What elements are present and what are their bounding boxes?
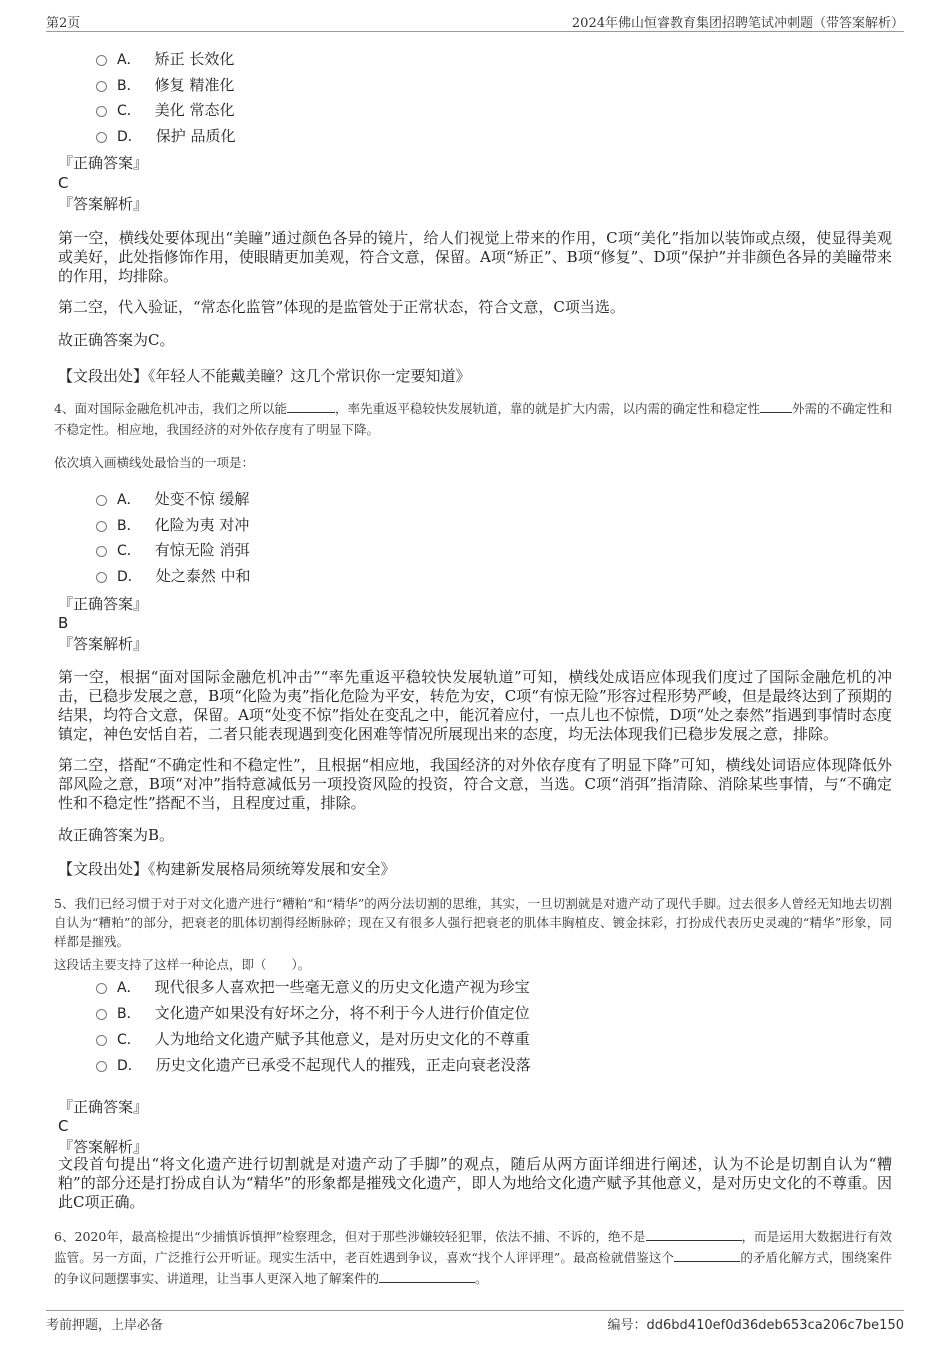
q5-option-b[interactable]: B． 文化遗产如果没有好坏之分，将不利于今人进行价值定位: [96, 1003, 530, 1024]
q5-answer: C: [58, 1117, 69, 1135]
q4-option-d[interactable]: D． 处之泰然 中和: [96, 566, 251, 587]
q4-prompt: 依次填入画横线处最恰当的一项是：: [54, 455, 255, 470]
radio-icon[interactable]: [96, 546, 107, 557]
radio-icon[interactable]: [96, 983, 107, 994]
radio-icon[interactable]: [96, 1035, 107, 1046]
q3-option-d[interactable]: D． 保护 品质化: [96, 126, 236, 147]
footer-divider: [46, 1310, 904, 1311]
blank-line: [379, 1270, 475, 1283]
q3-option-a[interactable]: A． 矫正 长效化: [96, 49, 234, 70]
radio-icon[interactable]: [96, 521, 107, 532]
blank-line: [674, 1249, 740, 1262]
document-title: 2024年佛山恒睿教育集团招聘笔试冲刺题（带答案解析）: [571, 16, 904, 31]
radio-icon[interactable]: [96, 572, 107, 583]
radio-icon[interactable]: [96, 495, 107, 506]
q6-stem: 6、2020年，最高检提出“少捕慎诉慎押”检察理念，但对于那些涉嫌较轻犯罪，依法不捕、不诉的，绝不是 ，而是运用大数据进行有效监管。另一方面，广泛推行公开听证。现实生活中，老百姓遇到争议，喜欢“找个人评评理”。最高检就借鉴这个 的矛盾化解方式，围绕案件的争议问题摆事实、讲道理，让当事人更深入地了解案件的 。: [54, 1229, 892, 1286]
radio-icon[interactable]: [96, 55, 107, 66]
blank-line: [287, 400, 335, 413]
q5-option-d[interactable]: D． 历史文化遗产已承受不起现代人的摧残，正走向衰老没落: [96, 1055, 531, 1076]
q4-analysis-p3: 故正确答案为B。: [58, 826, 175, 844]
q5-answer-label: 『正确答案』: [58, 1098, 149, 1116]
q4-source: 【文段出处】《构建新发展格局须统筹发展和安全》: [58, 860, 396, 878]
q4-answer-label: 『正确答案』: [58, 595, 149, 613]
q4-analysis-label: 『答案解析』: [58, 635, 149, 653]
q3-analysis-label: 『答案解析』: [58, 195, 149, 213]
q5-stem: 5、我们已经习惯于对于对文化遗产进行“糟粕”和“精华”的两分法切割的思维，其实，一旦切割就是对遗产动了现代手脚。过去很多人曾经无知地去切割自认为“糟粕”的部分，把衰老的肌体切割得经断脉碎；现在又有很多人强行把衰老的肌体丰胸植皮、镀金抹彩，打扮成代表历史灵魂的“精华”形象，同样都是摧残。: [54, 896, 892, 949]
page-number: 第2页: [46, 16, 81, 31]
q3-option-b[interactable]: B． 修复 精准化: [96, 75, 234, 96]
blank-line: [646, 1228, 742, 1241]
q4-analysis-p1: 第一空，根据“面对国际金融危机冲击”“率先重返平稳较快发展轨道”可知，横线处成语应体现我们度过了国际金融危机的冲击，已稳步发展之意，B项“化险为夷”指化危险为平安，转危为安，C项“有惊无险”形容过程形势严峻，但是最终达到了预期的结果，均符合文意，保留。A项“处变不惊”指处在变乱之中，能沉着应付，一点儿也不惊慌，D项“处之泰然”指遇到事情时态度镇定，神色安恬自若，二者只能表现遇到变化困难等情况所展现出来的态度，均无法体现我们已稳步发展之意，排除。: [58, 668, 892, 743]
radio-icon[interactable]: [96, 1061, 107, 1072]
q4-option-c[interactable]: C． 有惊无险 消弭: [96, 540, 250, 561]
q4-analysis-p2: 第二空，搭配“不确定性和不稳定性”，且根据“相应地，我国经济的对外依存度有了明显下降”可知，横线处词语应体现降低外部风险之意，B项“对冲”指特意减低另一项投资风险的投资，符合文意，当选。C项“消弭”指清除、消除某些事情，与“不确定性和不稳定性”搭配不当，且程度过重，排除。: [58, 756, 892, 812]
q4-option-b[interactable]: B． 化险为夷 对冲: [96, 515, 249, 536]
radio-icon[interactable]: [96, 106, 107, 117]
q5-analysis: 文段首句提出“将文化遗产进行切割就是对遗产动了手脚”的观点，随后从两方面详细进行阐述，认为不论是切割自认为“糟粕”的部分还是打扮成自认为“精华”的形象都是摧残文化遗产，即人为地给文化遗产赋予其他意义，是对历史文化的不尊重。因此C项正确。: [58, 1155, 892, 1211]
page-header: [46, 12, 904, 32]
footer-slogan: 考前押题，上岸必备: [46, 1318, 164, 1333]
q3-analysis-p3: 故正确答案为C。: [58, 331, 175, 349]
q5-analysis-label: 『答案解析』: [58, 1138, 149, 1156]
radio-icon[interactable]: [96, 132, 107, 143]
header-divider: [46, 31, 904, 32]
q4-answer: B: [58, 614, 69, 632]
blank-line: [760, 400, 792, 413]
q3-option-c[interactable]: C． 美化 常态化: [96, 100, 235, 121]
q5-prompt: 这段话主要支持了这样一种论点，即（ ）。: [54, 957, 311, 972]
radio-icon[interactable]: [96, 1009, 107, 1020]
q5-option-c[interactable]: C． 人为地给文化遗产赋予其他意义，是对历史文化的不尊重: [96, 1029, 530, 1050]
q3-answer-label: 『正确答案』: [58, 154, 149, 172]
q3-answer: C: [58, 174, 69, 192]
q3-source: 【文段出处】《年轻人不能戴美瞳？这几个常识你一定要知道》: [58, 367, 471, 385]
q5-option-a[interactable]: A． 现代很多人喜欢把一些毫无意义的历史文化遗产视为珍宝: [96, 977, 530, 998]
radio-icon[interactable]: [96, 81, 107, 92]
q4-option-a[interactable]: A． 处变不惊 缓解: [96, 489, 249, 510]
q3-analysis-p1: 第一空，横线处要体现出“美瞳”通过颜色各异的镜片，给人们视觉上带来的作用，C项“美化”指加以装饰或点缀，使显得美观或美好，此处指修饰作用，使眼睛更加美观，符合文意，保留。A项“矫正”、B项“修复”、D项“保护”并非颜色各异的美瞳带来的作用，均排除。: [58, 229, 892, 285]
document-code: 编号：dd6bd410ef0d36deb653ca206c7be150: [607, 1318, 904, 1333]
q3-analysis-p2: 第二空，代入验证，“常态化监管”体现的是监管处于正常状态，符合文意，C项当选。: [58, 298, 625, 316]
q4-stem: 4、面对国际金融危机冲击，我们之所以能 ，率先重返平稳较快发展轨道，靠的就是扩大内需，以内需的确定性和稳定性 外需的不确定性和不稳定性。相应地，我国经济的对外依存度有了明显下降。: [54, 401, 892, 437]
